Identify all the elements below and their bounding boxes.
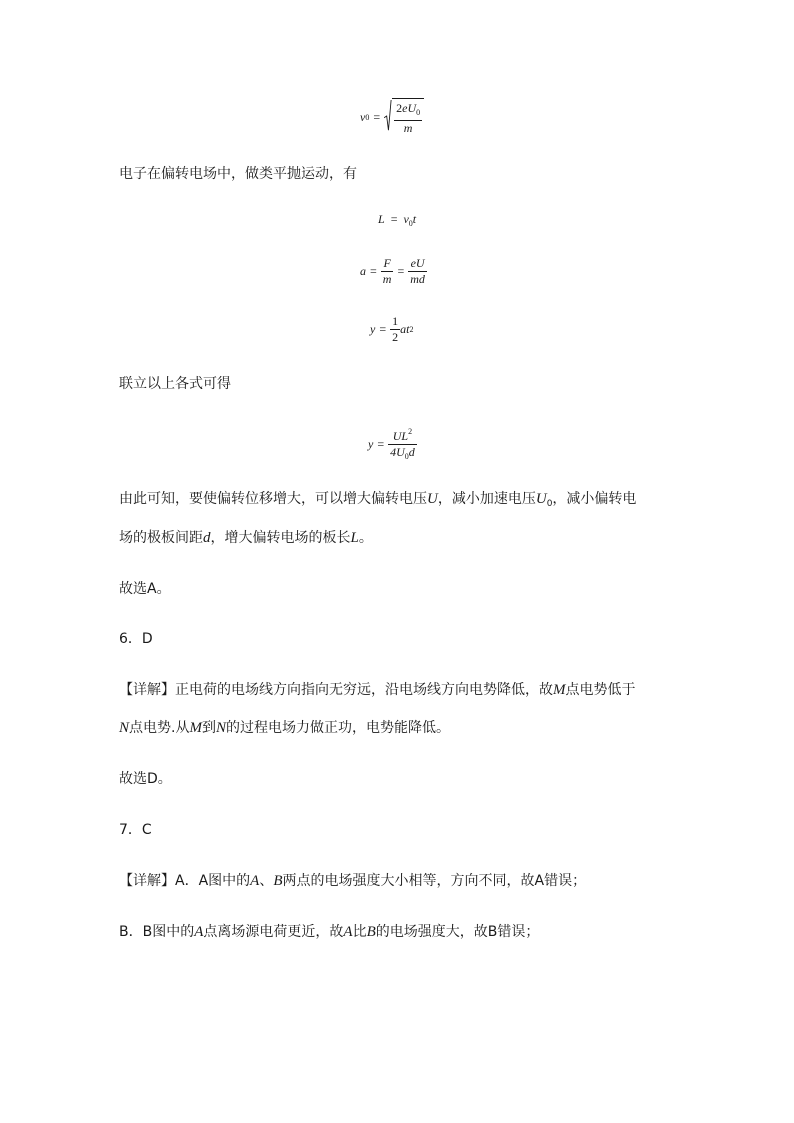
- eq3-equals-2: =: [397, 264, 405, 278]
- question-6-answer: 6．D: [119, 631, 153, 647]
- eq5-den-a: 4U: [390, 445, 405, 459]
- eq2-equals: =: [390, 212, 398, 226]
- eq5-num: UL: [392, 429, 409, 443]
- detail6-text-a: 【详解】正电荷的电场线方向指向无穷远，沿电场线方向电势降低，故: [119, 682, 553, 698]
- para3-text-f: 。: [358, 530, 373, 546]
- eq5-equals: =: [377, 436, 385, 451]
- eq4-rhs-sup: 2: [409, 325, 414, 334]
- eq4-equals: =: [379, 322, 387, 336]
- var-u: U: [427, 491, 438, 507]
- eq5-den-b: d: [408, 445, 415, 459]
- detail7b-text-c: 比: [352, 924, 367, 940]
- eq2-lhs: L: [378, 212, 385, 226]
- var-d: d: [203, 530, 211, 546]
- eq4-rhs: at: [400, 322, 410, 336]
- var-m: M: [553, 682, 566, 698]
- eq3-frac2-den: md: [410, 272, 425, 286]
- eq1-den-m: m: [403, 121, 413, 135]
- equation-initial-velocity: [360, 98, 424, 136]
- eq3-frac1-den: m: [382, 272, 392, 286]
- var-a-3: A: [343, 924, 353, 940]
- eq1-lhs: v: [360, 109, 366, 124]
- equation-displacement: [370, 314, 413, 345]
- detail6-text-c: 点电势.从: [129, 720, 190, 736]
- detail-q6-line2: [119, 718, 450, 738]
- var-u0: U: [535, 491, 547, 507]
- detail-q6-line1: [119, 680, 636, 700]
- var-a: A: [250, 873, 260, 889]
- sqrt-sign-icon: [384, 98, 392, 134]
- question-7-answer: 7．C: [119, 822, 152, 838]
- eq3-frac2-num: eU: [408, 256, 427, 272]
- para3-text-d: 场的极板间距: [119, 530, 203, 546]
- detail6-text-e: 的过程电场力做正功，电势能降低。: [225, 720, 450, 736]
- eq1-equals: =: [373, 109, 381, 124]
- eq5-lhs: y: [368, 436, 374, 451]
- eq1-sqrt: [384, 98, 424, 136]
- eq2-t: t: [412, 212, 417, 226]
- eq1-num-e: e: [402, 101, 408, 115]
- eq5-den-sub: 0: [404, 452, 409, 461]
- answer-q5: 故选A。: [119, 581, 171, 597]
- answer-q6: 故选D。: [119, 771, 172, 787]
- eq1-num-2: 2: [396, 101, 403, 115]
- detail-q7-line1: [119, 871, 586, 891]
- eq3-equals: =: [370, 264, 377, 278]
- eq1-num-u: U: [407, 101, 417, 115]
- eq3-frac1-num: F: [381, 256, 394, 272]
- eq2-v: v: [403, 212, 409, 226]
- eq4-lhs: y: [370, 322, 376, 336]
- eq4-den: 2: [392, 330, 399, 344]
- eq4-num: 1: [392, 314, 399, 328]
- var-n: N: [119, 720, 130, 736]
- detail7-text-b: 、: [259, 873, 274, 889]
- detail-q7-line2: [119, 922, 539, 942]
- equation-length: [378, 212, 416, 228]
- detail7-text-a: 【详解】A．A图中的: [119, 873, 251, 889]
- detail7b-text-b: 点离场源电荷更近，故: [203, 924, 344, 940]
- equation-result: [368, 424, 417, 464]
- var-a-2: A: [194, 924, 204, 940]
- para3-text-a: 由此可知，要使偏转位移增大，可以增大偏转电压: [119, 491, 427, 507]
- detail6-text-d: 到: [201, 720, 216, 736]
- detail7b-text-a: B．B图中的: [119, 924, 195, 940]
- var-b: B: [273, 873, 283, 889]
- equation-acceleration: [360, 256, 427, 287]
- para3-text-c: ，减小偏转电: [552, 491, 637, 507]
- detail7-text-c: 两点的电场强度大小相等，方向不同，故A错误；: [282, 873, 587, 889]
- paragraph-combine: 联立以上各式可得: [119, 376, 231, 392]
- var-l: L: [350, 530, 359, 546]
- paragraph-motion-intro: 电子在偏转电场中，做类平抛运动，有: [119, 166, 357, 182]
- paragraph-conclusion-1: [119, 489, 636, 514]
- eq1-lhs-sub: 0: [365, 112, 370, 122]
- eq5-num-sup: 2: [408, 427, 413, 436]
- paragraph-conclusion-2: [119, 528, 373, 548]
- detail7b-text-d: 的电场强度大，故B错误；: [375, 924, 540, 940]
- eq3-lhs: a: [360, 264, 366, 278]
- para3-text-e: ，增大偏转电场的板长: [210, 530, 351, 546]
- var-b-2: B: [366, 924, 376, 940]
- para3-text-b: ，减小加速电压: [437, 491, 536, 507]
- var-u0-sub: 0: [546, 499, 553, 509]
- detail6-text-b: 点电势低于: [565, 682, 636, 698]
- eq2-v-sub: 0: [408, 219, 413, 228]
- var-m-2: M: [189, 720, 202, 736]
- var-n-2: N: [215, 720, 226, 736]
- eq1-num-u-sub: 0: [416, 108, 421, 117]
